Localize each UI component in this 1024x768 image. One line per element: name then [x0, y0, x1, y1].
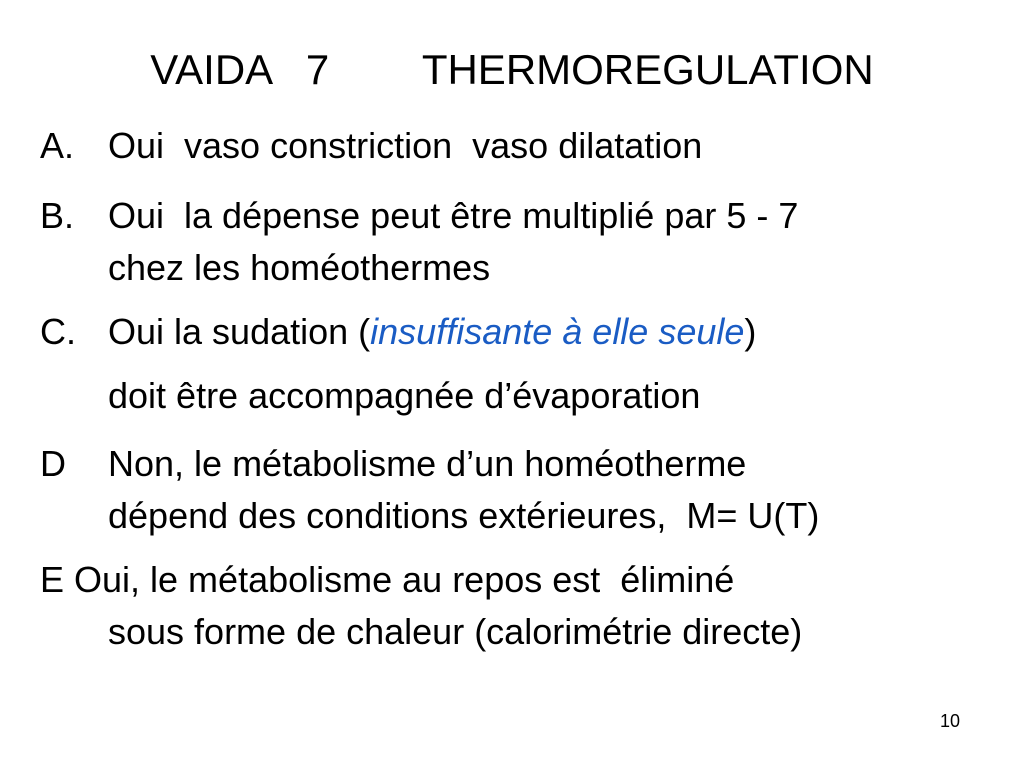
- list-item-text: [108, 370, 1020, 422]
- list-marker: B.: [40, 195, 75, 236]
- list-item-a: [40, 120, 1020, 172]
- emphasis-text: insuffisante à elle seule: [370, 311, 745, 352]
- text-line: Non, le métabolisme d’un homéotherme: [108, 443, 747, 484]
- text-line: [108, 306, 1020, 358]
- list-item-d: [40, 438, 1020, 542]
- text-segment: ): [744, 311, 757, 352]
- text-line: Oui vaso constriction vaso dilatation: [108, 125, 703, 166]
- list-item-c: [40, 306, 1020, 358]
- list-item-c-continuation: [40, 370, 1020, 422]
- text-segment: Oui la sudation (: [108, 311, 371, 352]
- text-line: sous forme de chaleur (calorimétrie directe): [108, 611, 803, 652]
- list-marker: D: [40, 443, 66, 484]
- slide-title: VAIDA 7 THERMOREGULATION: [150, 46, 874, 93]
- list-item-e: [40, 554, 1020, 658]
- list-item-text: [40, 554, 1020, 658]
- text-line: dépend des conditions extérieures, M= U(T): [108, 495, 820, 536]
- list-item-b: [40, 190, 1020, 294]
- list-item-text: [108, 120, 1020, 172]
- text-line: chez les homéothermes: [108, 247, 491, 288]
- text-line: doit être accompagnée d’évaporation: [108, 375, 701, 416]
- page-number: 10: [940, 711, 961, 731]
- list-item-text: [108, 306, 1020, 358]
- text-line: E Oui, le métabolisme au repos est éliminé: [40, 559, 735, 600]
- list-marker: A.: [40, 125, 75, 166]
- text-line: Oui la dépense peut être multiplié par 5 - 7: [108, 195, 799, 236]
- list-marker: C.: [40, 311, 76, 352]
- list-item-text: [108, 438, 1020, 542]
- list-item-text: [108, 190, 1020, 294]
